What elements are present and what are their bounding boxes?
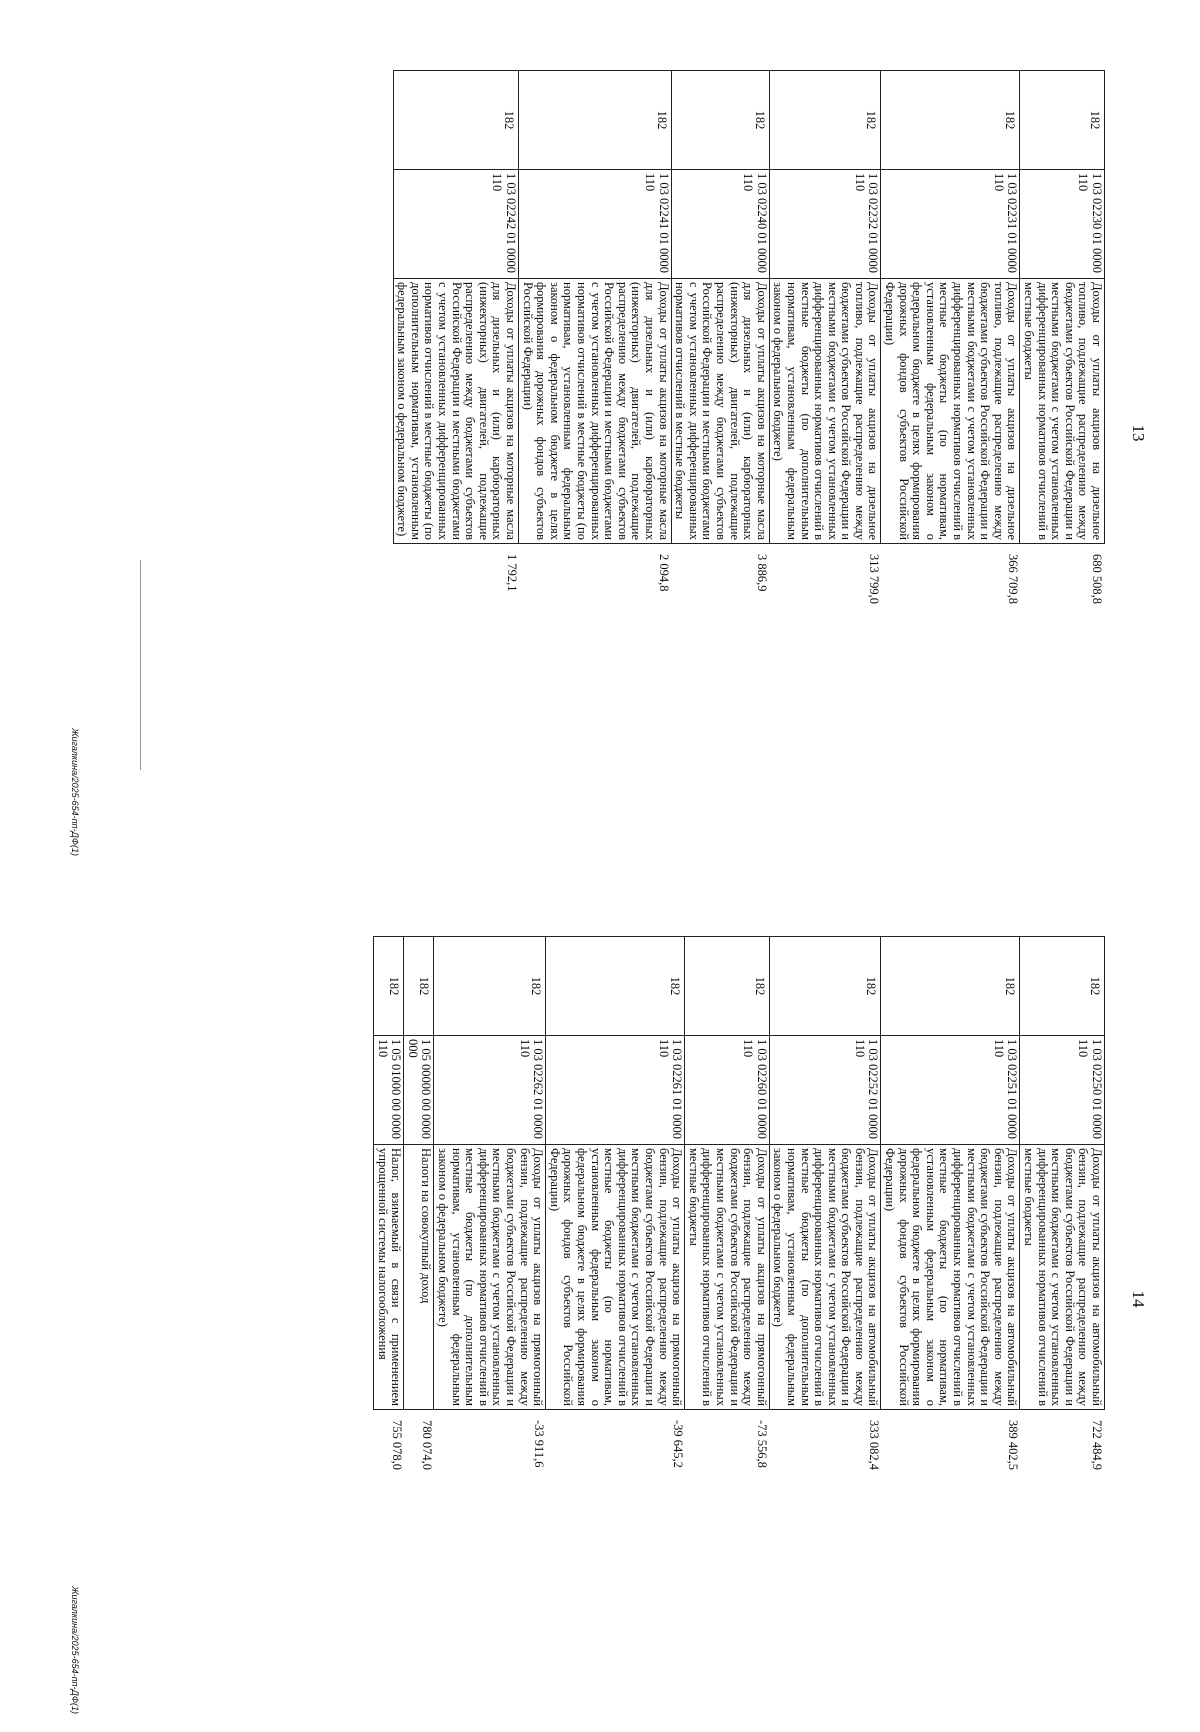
budget-code-cell: 1 03 02250 01 0000 110 [1020, 1036, 1105, 1145]
revenue-table [393, 70, 1105, 655]
amount-cell: 366 709,8 [881, 544, 1020, 656]
document-footer: Жигалкина/2025-654-пп-ДФ(1) [70, 1586, 80, 1714]
admin-code-cell: 182 [519, 71, 672, 170]
table-row [881, 71, 1020, 656]
table-row [671, 71, 769, 656]
revenue-name-cell: Доходы от уплаты акцизов на прямогонный бензин, подлежащие распределению между бюджетами субъектов Российской Федерации и местными бюджетами с учетом установленных дифференцированных нормативов отчислений в местные бюджеты [685, 1145, 770, 1410]
page-number: 13 [1129, 424, 1148, 442]
budget-code-cell: 1 03 02252 01 0000 110 [769, 1036, 881, 1145]
admin-code-cell: 182 [1020, 937, 1105, 1036]
revenue-name-cell: Налоги на совокупный доход [404, 1145, 434, 1410]
revenue-name-cell: Доходы от уплаты акцизов на дизельное топливо, подлежащие распределению между бюджетами субъектов Российской Федерации и местными бюджетами с учетом установленных дифференцированных нормативов отчислений в местные бюджеты [1020, 279, 1105, 544]
budget-code-cell: 1 03 02230 01 0000 110 [1020, 170, 1105, 279]
amount-cell: 313 799,0 [769, 544, 881, 656]
admin-code-cell: 182 [393, 71, 518, 170]
budget-code-cell: 1 03 02251 01 0000 110 [881, 1036, 1020, 1145]
scan-artifact-line [140, 560, 141, 770]
admin-code-cell: 182 [881, 937, 1020, 1036]
table-row [769, 71, 881, 656]
revenue-name-cell: Доходы от уплаты акцизов на дизельное топливо, подлежащие распределению между бюджетами субъектов Российской Федерации и местными бюджетами с учетом установленных дифференцированных нормативов отчислений в местные бюджеты (по дополнительным нормативам, установленным федеральным законом о федеральном бюджете) [769, 279, 881, 544]
budget-code-cell: 1 03 02240 01 0000 110 [671, 170, 769, 279]
amount-cell: 680 508,8 [1020, 544, 1105, 656]
revenue-name-cell: Доходы от уплаты акцизов на автомобильный бензин, подлежащие распределению между бюджетами субъектов Российской Федерации и местными бюджетами с учетом установленных дифференцированных нормативов отчислений в местные бюджеты (по дополнительным нормативам, установленным федеральным законом о федеральном бюджете) [769, 1145, 881, 1410]
budget-code-cell: 1 03 02232 01 0000 110 [769, 170, 881, 279]
table-row [374, 937, 404, 1522]
revenue-name-cell: Доходы от уплаты акцизов на моторные масла для дизельных и (или) карбюраторных (инжекторных) двигателей, подлежащие распределению между бюджетами субъектов Российской Федерации и местными бюджетами с учетом установленных дифференцированных нормативов отчислений в местные бюджеты (по дополнительным нормативам, установленным федеральным законом о федеральном бюджете) [393, 279, 518, 544]
admin-code-cell: 182 [374, 937, 404, 1036]
budget-code-cell: 1 03 02262 01 0000 110 [434, 1036, 546, 1145]
amount-cell: 755 078,0 [374, 1410, 404, 1522]
budget-code-cell: 1 03 02261 01 0000 110 [546, 1036, 685, 1145]
admin-code-cell: 182 [769, 71, 881, 170]
table-row [881, 937, 1020, 1522]
revenue-name-cell: Доходы от уплаты акцизов на прямогонный бензин, подлежащие распределению между бюджетами субъектов Российской Федерации и местными бюджетами с учетом установленных дифференцированных нормативов отчислений в местные бюджеты (по дополнительным нормативам, установленным федеральным законом о федеральном бюджете) [434, 1145, 546, 1410]
admin-code-cell: 182 [404, 937, 434, 1036]
admin-code-cell: 182 [769, 937, 881, 1036]
amount-cell: 333 082,4 [769, 1410, 881, 1522]
revenue-table [373, 936, 1105, 1521]
revenue-name-cell: Доходы от уплаты акцизов на моторные масла для дизельных и (или) карбюраторных (инжекторных) двигателей, подлежащие распределению между бюджетами субъектов Российской Федерации и местными бюджетами с учетом установленных дифференцированных нормативов отчислений в местные бюджеты [671, 279, 769, 544]
budget-code-cell: 1 03 02231 01 0000 110 [881, 170, 1020, 279]
table-row [519, 71, 672, 656]
amount-cell: 389 402,5 [881, 1410, 1020, 1522]
revenue-name-cell: Доходы от уплаты акцизов на автомобильный бензин, подлежащие распределению между бюджетами субъектов Российской Федерации и местными бюджетами с учетом установленных дифференцированных нормативов отчислений в местные бюджеты [1020, 1145, 1105, 1410]
document-footer: Жигалкина/2025-654-пп-ДФ(1) [70, 728, 80, 856]
admin-code-cell: 182 [685, 937, 770, 1036]
admin-code-cell: 182 [434, 937, 546, 1036]
amount-cell: -33 911,6 [434, 1410, 546, 1522]
revenue-name-cell: Доходы от уплаты акцизов на автомобильный бензин, подлежащие распределению между бюджетами субъектов Российской Федерации и местными бюджетами с учетом установленных дифференцированных нормативов отчислений в местные бюджеты (по нормативам, установленным федеральным законом о федеральном бюджете в целях формирования дорожных фондов субъектов Российской Федерации) [881, 1145, 1020, 1410]
page-number: 14 [1129, 1290, 1148, 1308]
table-row [393, 71, 518, 656]
amount-cell: 1 792,1 [393, 544, 518, 656]
revenue-name-cell: Доходы от уплаты акцизов на моторные масла для дизельных и (или) карбюраторных (инжекторных) двигателей, подлежащие распределению между бюджетами субъектов Российской Федерации и местными бюджетами с учетом установленных дифференцированных нормативов отчислений в местные бюджеты (по нормативам, установленным федеральным законом о федеральном бюджете в целях формирования дорожных фондов субъектов Российской Федерации) [519, 279, 672, 544]
budget-code-cell: 1 05 01000 00 0000 110 [374, 1036, 404, 1145]
budget-code-cell: 1 05 00000 00 0000 000 [404, 1036, 434, 1145]
budget-code-cell: 1 03 02260 01 0000 110 [685, 1036, 770, 1145]
amount-cell: -39 645,2 [546, 1410, 685, 1522]
amount-cell: -73 556,8 [685, 1410, 770, 1522]
revenue-name-cell: Доходы от уплаты акцизов на дизельное топливо, подлежащие распределению между бюджетами субъектов Российской Федерации и местными бюджетами с учетом установленных дифференцированных нормативов отчислений в местные бюджеты (по нормативам, установленным федеральным законом о федеральном бюджете в целях формирования дорожных фондов субъектов Российской Федерации) [881, 279, 1020, 544]
amount-cell: 722 484,9 [1020, 1410, 1105, 1522]
admin-code-cell: 182 [1020, 71, 1105, 170]
budget-code-cell: 1 03 02242 01 0000 110 [393, 170, 518, 279]
table-row [685, 937, 770, 1522]
table-row [769, 937, 881, 1522]
table-row [404, 937, 434, 1522]
page-14 [0, 866, 1200, 1732]
amount-cell: 2 094,8 [519, 544, 672, 656]
revenue-name-cell: Доходы от уплаты акцизов на прямогонный бензин, подлежащие распределению между бюджетами субъектов Российской Федерации и местными бюджетами с учетом установленных дифференцированных нормативов отчислений в местные бюджеты (по нормативам, установленным федеральным законом о федеральном бюджете в целях формирования дорожных фондов субъектов Российской Федерации) [546, 1145, 685, 1410]
table-row [434, 937, 546, 1522]
admin-code-cell: 182 [546, 937, 685, 1036]
table-row [1020, 937, 1105, 1522]
budget-code-cell: 1 03 02241 01 0000 110 [519, 170, 672, 279]
amount-cell: 3 886,9 [671, 544, 769, 656]
amount-cell: 780 074,0 [404, 1410, 434, 1522]
admin-code-cell: 182 [881, 71, 1020, 170]
admin-code-cell: 182 [671, 71, 769, 170]
revenue-name-cell: Налог, взимаемый в связи с применением упрощенной системы налогообложения [374, 1145, 404, 1410]
table-row [1020, 71, 1105, 656]
table-row [546, 937, 685, 1522]
